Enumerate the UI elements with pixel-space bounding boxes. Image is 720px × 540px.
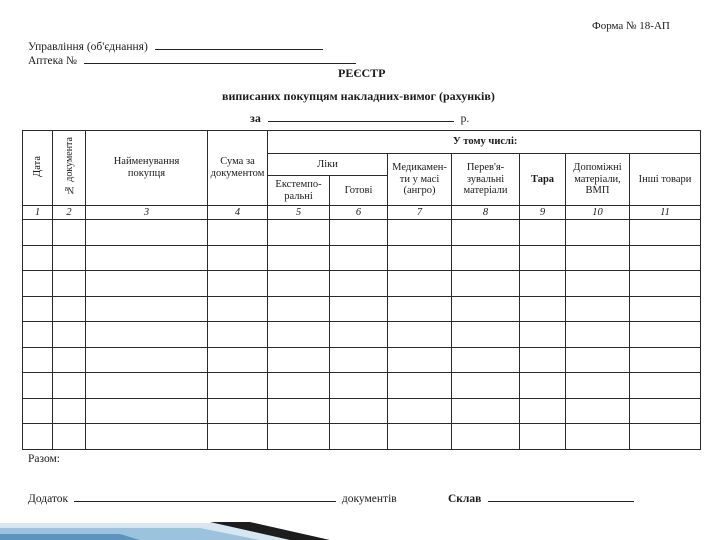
table-cell [520, 424, 566, 450]
table-cell [268, 373, 330, 399]
table-cell [86, 245, 208, 271]
table-cell [53, 373, 86, 399]
table-cell [520, 322, 566, 348]
table-cell [388, 347, 452, 373]
header-aux: Допоміжні матеріали, ВМП [566, 154, 630, 206]
table-cell [23, 424, 53, 450]
management-label: Управління (об'єднання) [28, 41, 148, 53]
table-cell [23, 296, 53, 322]
table-cell [388, 220, 452, 246]
table-cell [452, 220, 520, 246]
table-cell [268, 424, 330, 450]
compiled-blank [488, 492, 634, 502]
table-cell [53, 271, 86, 297]
table-cell [452, 373, 520, 399]
col-num: 6 [330, 206, 388, 220]
col-num: 10 [566, 206, 630, 220]
table-cell [330, 245, 388, 271]
compiled-label: Склав [448, 493, 482, 505]
col-num: 9 [520, 206, 566, 220]
table-cell [520, 373, 566, 399]
table-cell [520, 271, 566, 297]
table-cell [53, 296, 86, 322]
header-dressing: Перев'я-зувальні матеріали [452, 154, 520, 206]
table-cell [520, 245, 566, 271]
header-ready: Готові [330, 176, 388, 206]
table-cell [86, 220, 208, 246]
table-cell [566, 347, 630, 373]
pharmacy-blank [84, 54, 356, 64]
table-row [23, 245, 701, 271]
header-tare: Тара [520, 154, 566, 206]
table-cell [330, 398, 388, 424]
table-row [23, 220, 701, 246]
period-line [250, 111, 469, 126]
table-cell [630, 398, 701, 424]
table-cell [86, 347, 208, 373]
table-cell [208, 347, 268, 373]
table-cell [86, 271, 208, 297]
table-cell [23, 373, 53, 399]
header-doc-sum: Сума за документом [208, 131, 268, 206]
document-title: РЕЄСТР [338, 66, 386, 80]
table-cell [630, 424, 701, 450]
table-cell [53, 322, 86, 348]
col-num: 7 [388, 206, 452, 220]
header-date: Дата [23, 131, 53, 206]
table-cell [208, 271, 268, 297]
table-cell [388, 424, 452, 450]
table-cell [452, 424, 520, 450]
table-cell [23, 220, 53, 246]
appendix-blank [74, 492, 336, 502]
column-number-row [23, 206, 701, 220]
col-num: 8 [452, 206, 520, 220]
table-cell [268, 322, 330, 348]
table-cell [566, 220, 630, 246]
blank-rows [23, 220, 701, 450]
table-cell [452, 271, 520, 297]
pharmacy-line [28, 54, 356, 67]
table-cell [208, 373, 268, 399]
table-cell [452, 322, 520, 348]
table-cell [388, 322, 452, 348]
table-cell [520, 347, 566, 373]
table-cell [208, 245, 268, 271]
table-cell [566, 373, 630, 399]
table-cell [53, 347, 86, 373]
table-cell [566, 296, 630, 322]
table-cell [208, 398, 268, 424]
col-num: 2 [53, 206, 86, 220]
header-med-bulk: Медикамен-ти у масі (ангро) [388, 154, 452, 206]
register-table [22, 130, 701, 450]
table-cell [53, 245, 86, 271]
table-cell [630, 347, 701, 373]
table-row [23, 322, 701, 348]
table-cell [330, 424, 388, 450]
table-cell [268, 271, 330, 297]
compiled-line [448, 492, 634, 505]
col-num: 5 [268, 206, 330, 220]
table-cell [630, 245, 701, 271]
table-cell [53, 398, 86, 424]
table-cell [630, 296, 701, 322]
col-num: 11 [630, 206, 701, 220]
slide-decoration [0, 516, 720, 540]
col-num: 3 [86, 206, 208, 220]
table-cell [520, 398, 566, 424]
table-row [23, 373, 701, 399]
table-cell [330, 322, 388, 348]
col-num: 4 [208, 206, 268, 220]
period-suffix: р. [460, 113, 470, 125]
table-cell [388, 398, 452, 424]
table-cell [452, 347, 520, 373]
table-cell [566, 424, 630, 450]
table-row [23, 271, 701, 297]
table-cell [630, 220, 701, 246]
header-medicines: Ліки [268, 154, 388, 176]
header-including: У тому числі: [268, 131, 701, 154]
form-number: Форма № 18-АП [592, 20, 670, 32]
table-cell [208, 424, 268, 450]
table-cell [208, 220, 268, 246]
table-cell [388, 373, 452, 399]
table-cell [566, 322, 630, 348]
table-cell [23, 398, 53, 424]
management-line [28, 40, 323, 53]
table-cell [388, 271, 452, 297]
table-cell [86, 373, 208, 399]
header-doc-no: № документа [53, 131, 86, 206]
table-cell [520, 220, 566, 246]
table-cell [452, 398, 520, 424]
total-label: Разом: [28, 453, 60, 465]
table-cell [86, 424, 208, 450]
table-cell [630, 271, 701, 297]
table-cell [268, 398, 330, 424]
table-cell [23, 271, 53, 297]
table-cell [23, 245, 53, 271]
table-cell [452, 245, 520, 271]
period-prefix: за [250, 111, 261, 125]
table-cell [566, 271, 630, 297]
document-subtitle: виписаних покупцям накладних-вимог (рахунків) [222, 89, 495, 103]
table-cell [630, 373, 701, 399]
table-cell [268, 220, 330, 246]
table-cell [268, 347, 330, 373]
appendix-line [28, 492, 397, 505]
decorative-stripes [0, 516, 720, 540]
table-cell [86, 398, 208, 424]
table-cell [330, 347, 388, 373]
table-cell [23, 347, 53, 373]
header-buyer: Найменування покупця [86, 131, 208, 206]
appendix-label: Додаток [28, 493, 69, 505]
management-blank [155, 40, 323, 50]
table-cell [268, 245, 330, 271]
table-cell [566, 245, 630, 271]
header-extemporal: Екстемпо-ральні [268, 176, 330, 206]
pharmacy-label: Аптека № [28, 55, 77, 67]
table-cell [86, 322, 208, 348]
table-cell [452, 296, 520, 322]
table-cell [268, 296, 330, 322]
table-cell [330, 373, 388, 399]
table-cell [330, 296, 388, 322]
table-row [23, 296, 701, 322]
table-cell [566, 398, 630, 424]
table-cell [23, 322, 53, 348]
table-cell [330, 220, 388, 246]
table-cell [388, 296, 452, 322]
table-cell [208, 322, 268, 348]
table-cell [330, 271, 388, 297]
table-cell [630, 322, 701, 348]
period-blank [268, 112, 454, 122]
col-num: 1 [23, 206, 53, 220]
table-cell [520, 296, 566, 322]
table-row [23, 347, 701, 373]
table-cell [53, 220, 86, 246]
documents-label: документів [341, 493, 397, 505]
table-cell [388, 245, 452, 271]
table-row [23, 398, 701, 424]
table-cell [86, 296, 208, 322]
table-row [23, 424, 701, 450]
table-cell [208, 296, 268, 322]
table-cell [53, 424, 86, 450]
header-other: Інші товари [630, 154, 701, 206]
